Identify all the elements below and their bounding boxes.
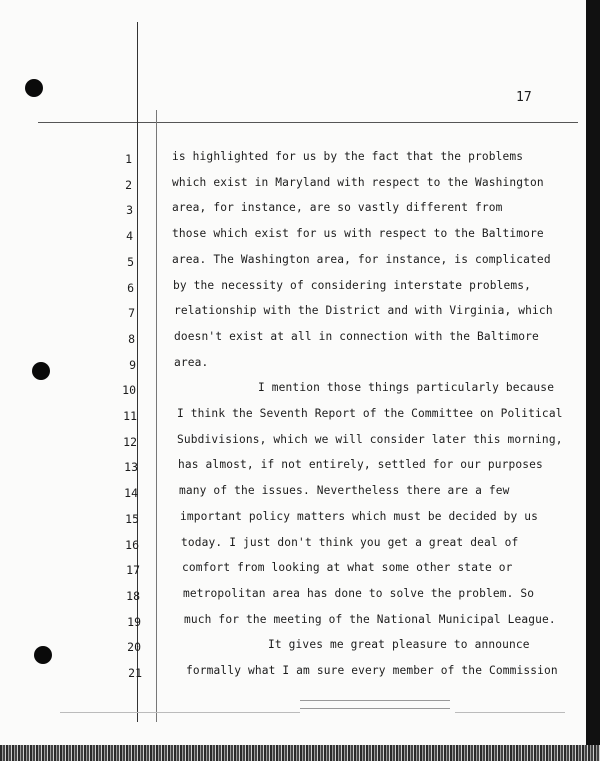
scan-edge-bottom — [0, 745, 600, 761]
line-number: 15 — [125, 511, 139, 526]
transcript-line: area, for instance, are so vastly different from — [172, 201, 503, 215]
transcript-line: many of the issues. Nevertheless there are a few — [179, 484, 510, 498]
transcript-line: I mention those things particularly because — [258, 381, 555, 395]
transcript-line: which exist in Maryland with respect to the Washington — [172, 175, 544, 189]
line-number: 5 — [127, 254, 134, 269]
line-number: 9 — [129, 357, 136, 372]
line-number: 17 — [126, 563, 140, 578]
line-number: 7 — [128, 306, 135, 321]
footer-stamp — [300, 700, 450, 709]
line-number: 12 — [123, 434, 137, 449]
footer-rule — [455, 712, 565, 713]
line-number: 14 — [124, 486, 138, 501]
punch-hole-icon — [34, 646, 52, 664]
footer-rule — [60, 712, 300, 713]
transcript-line: I think the Seventh Report of the Committee on Political — [177, 407, 563, 420]
page-number: 17 — [516, 90, 532, 105]
line-number: 2 — [125, 177, 132, 192]
transcript-line: relationship with the District and with Virginia, which — [174, 304, 553, 318]
header-rule — [38, 122, 578, 123]
transcript-line: area. The Washington area, for instance, is complicated — [172, 252, 551, 266]
margin-line-inner — [156, 110, 157, 722]
transcript-line: has almost, if not entirely, settled for our purposes — [178, 458, 543, 472]
line-number: 13 — [124, 460, 138, 475]
line-number: 21 — [128, 666, 142, 680]
line-number: 18 — [126, 588, 140, 603]
transcript-line: those which exist for us with respect to the Baltimore — [172, 227, 544, 241]
transcript-line: area. — [174, 355, 209, 369]
line-number: 4 — [126, 229, 133, 244]
line-number: 19 — [127, 614, 141, 629]
line-number: 20 — [127, 640, 141, 655]
line-number: 3 — [126, 203, 133, 218]
punch-hole-icon — [32, 362, 50, 380]
line-number: 8 — [128, 331, 135, 346]
line-number: 1 — [125, 152, 132, 166]
transcript-line: important policy matters which must be decided by us — [180, 509, 539, 523]
line-number: 10 — [122, 383, 136, 398]
transcript-line: metropolitan area has done to solve the problem. So — [183, 586, 535, 600]
transcript-line: formally what I am sure every member of the Commission — [186, 664, 558, 677]
scan-edge-right — [586, 0, 600, 761]
transcript-line: It gives me great pleasure to announce — [268, 638, 530, 652]
transcript-line: much for the meeting of the National Municipal League. — [184, 612, 556, 626]
line-number: 11 — [123, 409, 137, 423]
transcript-line: by the necessity of considering interstate problems, — [173, 278, 532, 292]
transcript-line: is highlighted for us by the fact that the problems — [172, 150, 524, 163]
transcript-line: comfort from looking at what some other state or — [182, 561, 513, 575]
transcript-line: today. I just don't think you get a great deal of — [181, 535, 519, 549]
punch-hole-icon — [25, 79, 43, 97]
transcript-line: doesn't exist at all in connection with the Baltimore — [174, 329, 539, 343]
line-number: 16 — [125, 537, 139, 552]
transcript-line: Subdivisions, which we will consider later this morning, — [177, 432, 563, 446]
line-number: 6 — [127, 280, 134, 295]
